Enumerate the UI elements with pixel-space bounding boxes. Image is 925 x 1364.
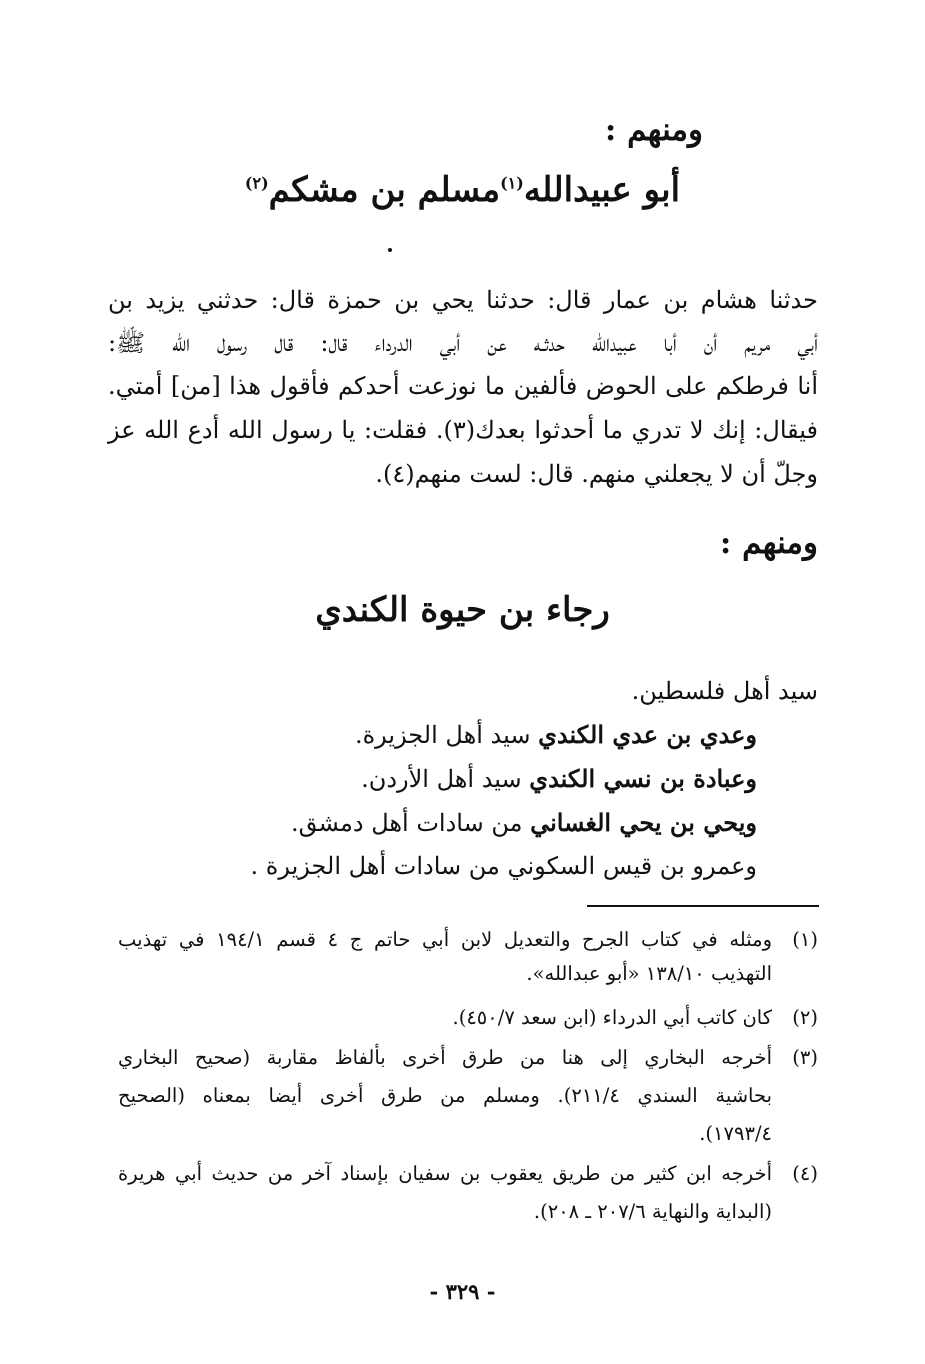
hadith-line: فيقال: إنك لا تدري ما أحدثوا بعدك(٣). فقلت: يا رسول الله أدع الله عز [108, 416, 818, 444]
footnote-ref-2[interactable]: (٢) [244, 173, 269, 193]
footnote-number: (٣) [792, 1046, 818, 1069]
footnote-line: كان كاتب أبي الدرداء (ابن سعد ٤٥٠/٧). [452, 1006, 772, 1029]
section-label-1 [605, 112, 703, 148]
footnote-line: أخرجه ابن كثير من طريق يعقوب بن سفيان بإسناد آخر من حديث أبي هريرة [118, 1162, 772, 1185]
person-heading-1 [0, 170, 925, 210]
footnote-number: (٢) [792, 1006, 818, 1029]
ornament-dot [388, 248, 392, 252]
person-heading-2 [0, 590, 925, 630]
list-item-name: ويحي بن يحي الغساني [530, 808, 757, 837]
footnote-line: بحاشية السندي ٢١١/٤). ومسلم من طرق أخرى أيضا بمعناه (الصحيح [118, 1084, 772, 1107]
footnote-number: (١) [792, 928, 818, 951]
person-kunya: أبو عبيدالله [523, 170, 681, 210]
footnote-line: ومثله في كتاب الجرح والتعديل لابن أبي حاتم ج ٤ قسم ١٩٤/١ في تهذيب [118, 928, 772, 951]
intro-line: سيد أهل فلسطين. [631, 677, 818, 705]
person-name: مسلم بن مشكم [268, 170, 501, 210]
hadith-line: وجلّ أن لا يجعلني منهم. قال: لست منهم(٤). [375, 460, 818, 488]
hadith-line: أبي مريم أن أبا عبيدالله حدثـه عن أبي الدرداء قال: قال رسول الله ﷺ: [108, 329, 818, 357]
list-item [355, 720, 757, 749]
hadith-line: أنا فرطكم على الحوض فألفين ما نوزعت أحدكم فأقول هذا [من] أمتي. [108, 372, 819, 400]
list-item-name: وعدي بن عدي الكندي [538, 720, 757, 749]
page-number: - ٣٢٩ - [429, 1279, 496, 1304]
footnote-line: التهذيب ١٣٨/١٠ «أبو عبدالله». [526, 962, 772, 985]
footnote-line: أخرجه البخاري إلى هنا من طرق أخرى بألفاظ مقاربة (صحيح البخاري [118, 1046, 772, 1069]
hadith-line: حدثنا هشام بن عمار قال: حدثنا يحي بن حمزة قال: حدثني يزيد بن [108, 286, 818, 314]
list-item [251, 852, 757, 880]
footnote-number: (٤) [792, 1162, 818, 1185]
section-label-text: ومنهم : [719, 525, 818, 561]
person-name: رجاء بن حيوة الكندي [315, 590, 610, 630]
footnote-separator [587, 905, 819, 907]
list-item [361, 764, 757, 793]
list-item-name: وعبادة بن نسي الكندي [529, 764, 757, 793]
section-label-text: ومنهم : [604, 112, 703, 148]
list-item-desc: سيد أهل الأردن. [361, 765, 530, 793]
list-item-desc: من سادات أهل دمشق. [290, 809, 531, 837]
footnote-ref-1[interactable]: (١) [500, 173, 524, 193]
list-item-desc: وعمرو بن قيس السكوني من سادات أهل الجزيرة . [250, 852, 757, 880]
footnote-line: ١٧٩٣/٤). [699, 1122, 772, 1145]
list-item-desc: سيد أهل الجزيرة. [354, 721, 539, 749]
section-label-2 [720, 525, 818, 561]
footnote-line: (البداية والنهاية ٢٠٧/٦ ـ ٢٠٨). [533, 1200, 772, 1223]
list-item [291, 808, 757, 837]
